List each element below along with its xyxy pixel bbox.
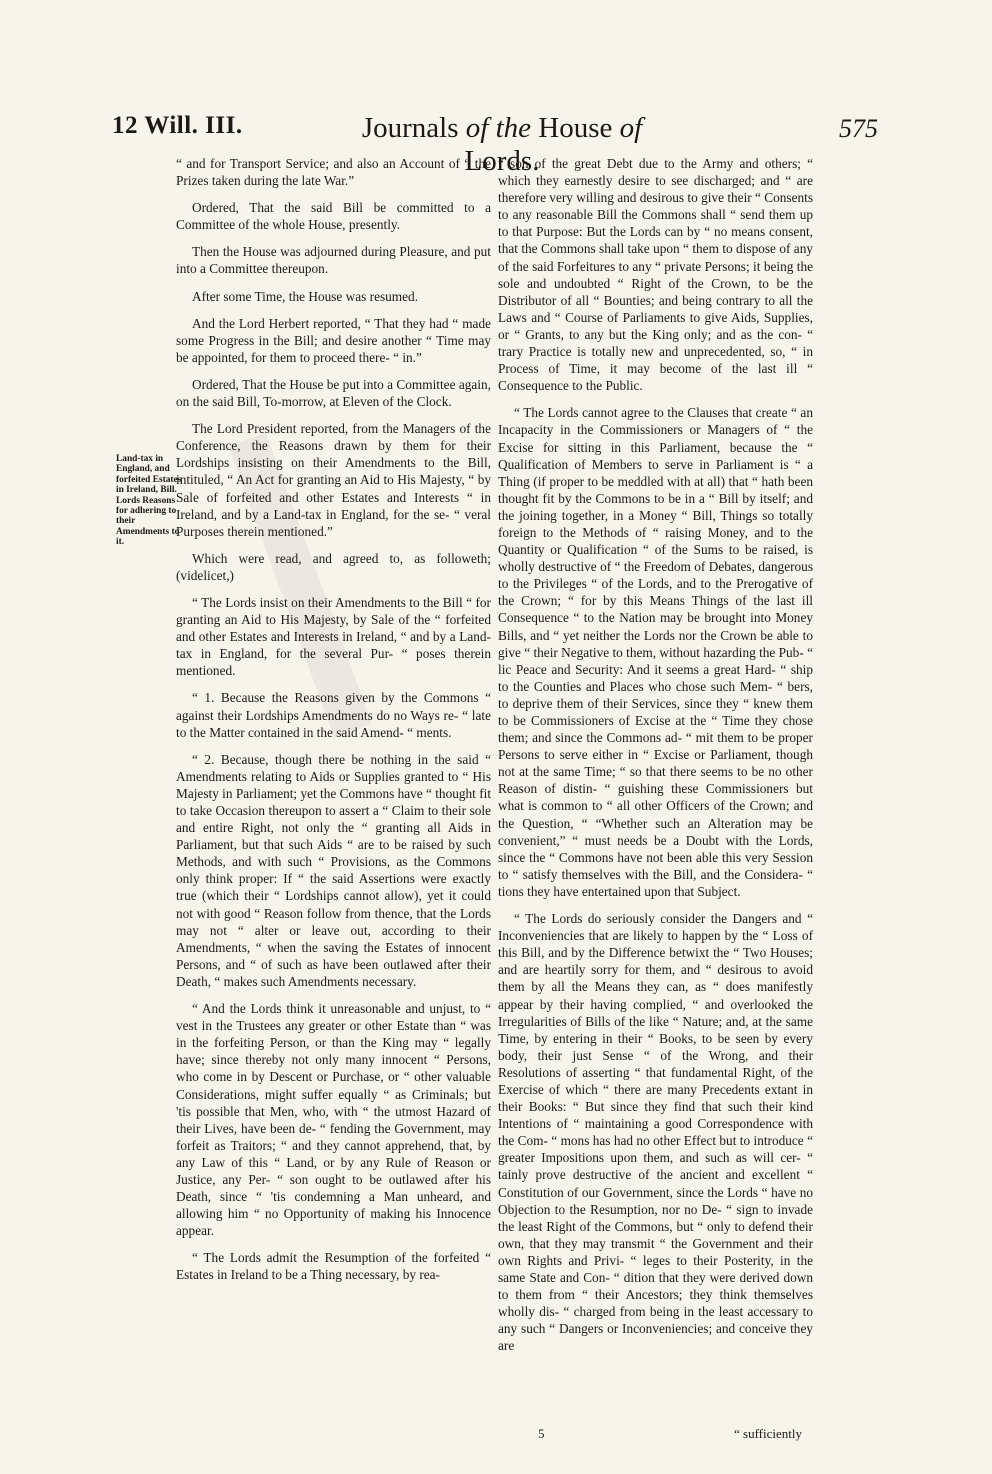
paragraph: Then the House was adjourned during Pleasure, and put into a Committee thereupon. bbox=[176, 244, 491, 277]
paragraph: “ The Lords admit the Resumption of the forfeited “ Estates in Ireland to be a Thing necessary, by rea- bbox=[176, 1250, 491, 1283]
paragraph: After some Time, the House was resumed. bbox=[192, 288, 419, 304]
paragraph: “ The Lords cannot agree to the Clauses that create “ an Incapacity in the Commissioners or Managers of “ the Excise for sitting in this Parliament, because the “ Qualification of Members to serve in Parliament is “ a Thing (if proper to be meddled with at all) that “ hath been thought fit by the Commons to be in a “ Bill by itself; and the joining together, in a Money “ Bill, Things so totally foreign to the Methods of “ raising Money, and to the Quantity or Qualification “ of the Sums to be raised, is wholly destructive of “ the Freedom of Debates, dangerous to the Privileges “ of the Lords, and to the Prerogative of the Crown; “ for by this Means Things of the last ill Consequence “ to the Nation may be brought into Money Bills, and “ yet neither the Lords nor the Crown be able to give “ their Negative to them, without hazarding the Pub- “ lic Peace and Security: And it seems a great Hard- “ ship to the Counties and Places who chose such Mem- “ bers, to deprive them of their Services, since they “ knew them to be Commissioners of Excise at the “ Time they chose them; and since the Commons ad- “ mit them to be proper Persons to serve either in “ Excise or Parliament, though not at the same Time; “ so that there seems to be no other Reason of distin- “ guishing these Commissioners but what is common to “ all other Officers of the Crown; and the Question, “ “Whether such an Alteration may be convenient,” “ must needs be a Doubt with the Lords, since the “ Commons have not been able this very Session to “ satisfy themselves with the Bill, and the Considera- “ tions they have entertained upon that Subject. bbox=[498, 405, 813, 899]
paragraph: “ The Lords do seriously consider the Dangers and “ Inconveniencies that are likely to happen by the “ Loss of this Bill, and by the Difference betwixt the “ Two Houses; and are heartily sorry for them, and “ desirous to avoid them by all the Means they can, as “ does manifestly appear by their having complied, “ and overlooked the Irregularities of Bills of the like “ Nature; and, at the same Time, by entering in their “ Books, to be seen by every body, their just Sense “ of the Wrong, and their Resolutions of asserting “ that fundamental Right, of the Exercise of which “ there are many Precedents extant in their Books: “ But since they find that such their kind Intentions of “ maintaining a good Correspondence with the Com- “ mons has had no other Effect but to introduce “ greater Impositions upon them, and such as will cer- “ tainly prove destructive of the ancient and excellent “ Constitution of our Government, since the Lords “ have no Objection to the Resumption, nor no De- “ sign to invade the least Right of the Commons, but “ only to defend their own, that they may transmit “ the Government and their own Rights and Privi- “ leges to their Posterity, in the same State and Con- “ dition that they were derived down to them from “ their Ancestors; they think themselves wholly dis- “ charged from being in the least accessary to any such “ Dangers or Inconveniencies; and conceive they are bbox=[498, 911, 813, 1354]
running-title: Journals of the House of Lords. bbox=[361, 112, 643, 177]
paragraph: Ordered, That the said Bill be committed to a Committee of the whole House, presently. bbox=[176, 200, 491, 233]
signature-mark: 5 bbox=[538, 1426, 545, 1441]
left-column bbox=[176, 155, 491, 1294]
paragraph: “ son of the great Debt due to the Army and others; “ which they earnestly desire to see discharged; and “ are therefore very willing and desirous to give their “ Consents to any reasonable Bill the Commons shall “ send them up to that Purpose: But the Lords can by “ no means consent, that the Commons shall take upon “ them to dispose of any of the said Forfeitures to any “ private Persons; it being the sole and undoubted “ Right of the Crown, to be the Distributor of all “ Bounties; and being contrary to all the Laws and “ Course of Parliaments to give Aids, Supplies, or “ Grants, to any but the King only; and as the con- “ trary Practice is totally new and unprecedented, so, “ in Process of Time, it may become of the last ill “ Consequence to the Public. bbox=[498, 156, 813, 394]
paragraph: “ And the Lords think it unreasonable and unjust, to “ vest in the Trustees any greater or other Estate than “ was in the forfeiting Person, or than the King may “ legally have; since thereby not only many innocent “ Persons, who come in by Descent or Purchase, or “ other valuable Considerations, might suffer equally “ as Criminals; but 'tis possible that Men, who, with “ the utmost Hazard of their Lives, have been de- “ fending the Government, may forfeit as Traitors; “ and they cannot apprehend, that, by any Law of this “ Land, or by any Rule of Reason or Justice, any Per- “ son ought to be outlawed after his Death, since “ 'tis condemning a Man unheard, and allowing him “ no Opportunity of making his Innocence appear. bbox=[176, 1001, 491, 1239]
margin-note: Land-tax in England, and forfeited Estates in Ireland, Bill. Lords Reasons for adhering to their Amendments to it. bbox=[116, 454, 182, 548]
right-column bbox=[498, 155, 813, 1364]
page-number: 575 bbox=[839, 114, 878, 143]
paragraph: “ and for Transport Service; and also an Account of “ the Prizes taken during the late War.” bbox=[176, 156, 491, 189]
paragraph: “ 2. Because, though there be nothing in the said “ Amendments relating to Aids or Supplies granted to “ His Majesty in Parliament; yet the Commons have “ thought fit to take Occasion thereupon to assert a “ Claim to their sole and entire Right, not only the “ granting all Aids in Parliament, but that such Aids “ are to be raised by such Methods, and with such “ Provisions, as the Commons only think proper: If “ the said Assertions were exactly true (which their “ Lordships cannot allow), yet it could not with good “ Reason follow from thence, that the Lords may not “ alter or leave out, according to their Amendments, “ when the saving the Estates of innocent Persons, and “ of such as have been outlawed after their Death, “ makes such Amendments necessary. bbox=[176, 751, 492, 989]
regnal-year: 12 Will. III. bbox=[112, 112, 243, 139]
paragraph: Which were read, and agreed to, as followeth; (videlicet,) bbox=[176, 550, 491, 583]
paragraph: The Lord President reported, from the Managers of the Conference, the Reasons drawn by them for their Lordships insisting on their Amendments to the Bill, intituled, “ An Act for granting an Aid to His Majesty, “ by Sale of forfeited and other Estates and Interests “ in Ireland, and by a Land-tax in England, for the se- “ veral Purposes therein mentioned.” bbox=[176, 421, 491, 539]
catchword: “ sufficiently bbox=[734, 1426, 802, 1441]
paragraph: Ordered, That the House be put into a Committee again, on the said Bill, To-morrow, at Eleven of the Clock. bbox=[176, 376, 491, 410]
paragraph: And the Lord Herbert reported, “ That they had “ made some Progress in the Bill; and desire another “ Time may be appointed, for them to proceed there- “ in.” bbox=[176, 315, 491, 365]
paragraph: “ 1. Because the Reasons given by the Commons “ against their Lordships Amendments do no Ways re- “ late to the Matter contained in the said Amend- “ ments. bbox=[176, 690, 491, 740]
paragraph: “ The Lords insist on their Amendments to the Bill “ for granting an Aid to His Majesty, by Sale of the “ forfeited and other Estates and Interests in Ireland, “ and by a Land-tax in England, for the several Pur- “ poses therein mentioned. bbox=[176, 594, 491, 679]
